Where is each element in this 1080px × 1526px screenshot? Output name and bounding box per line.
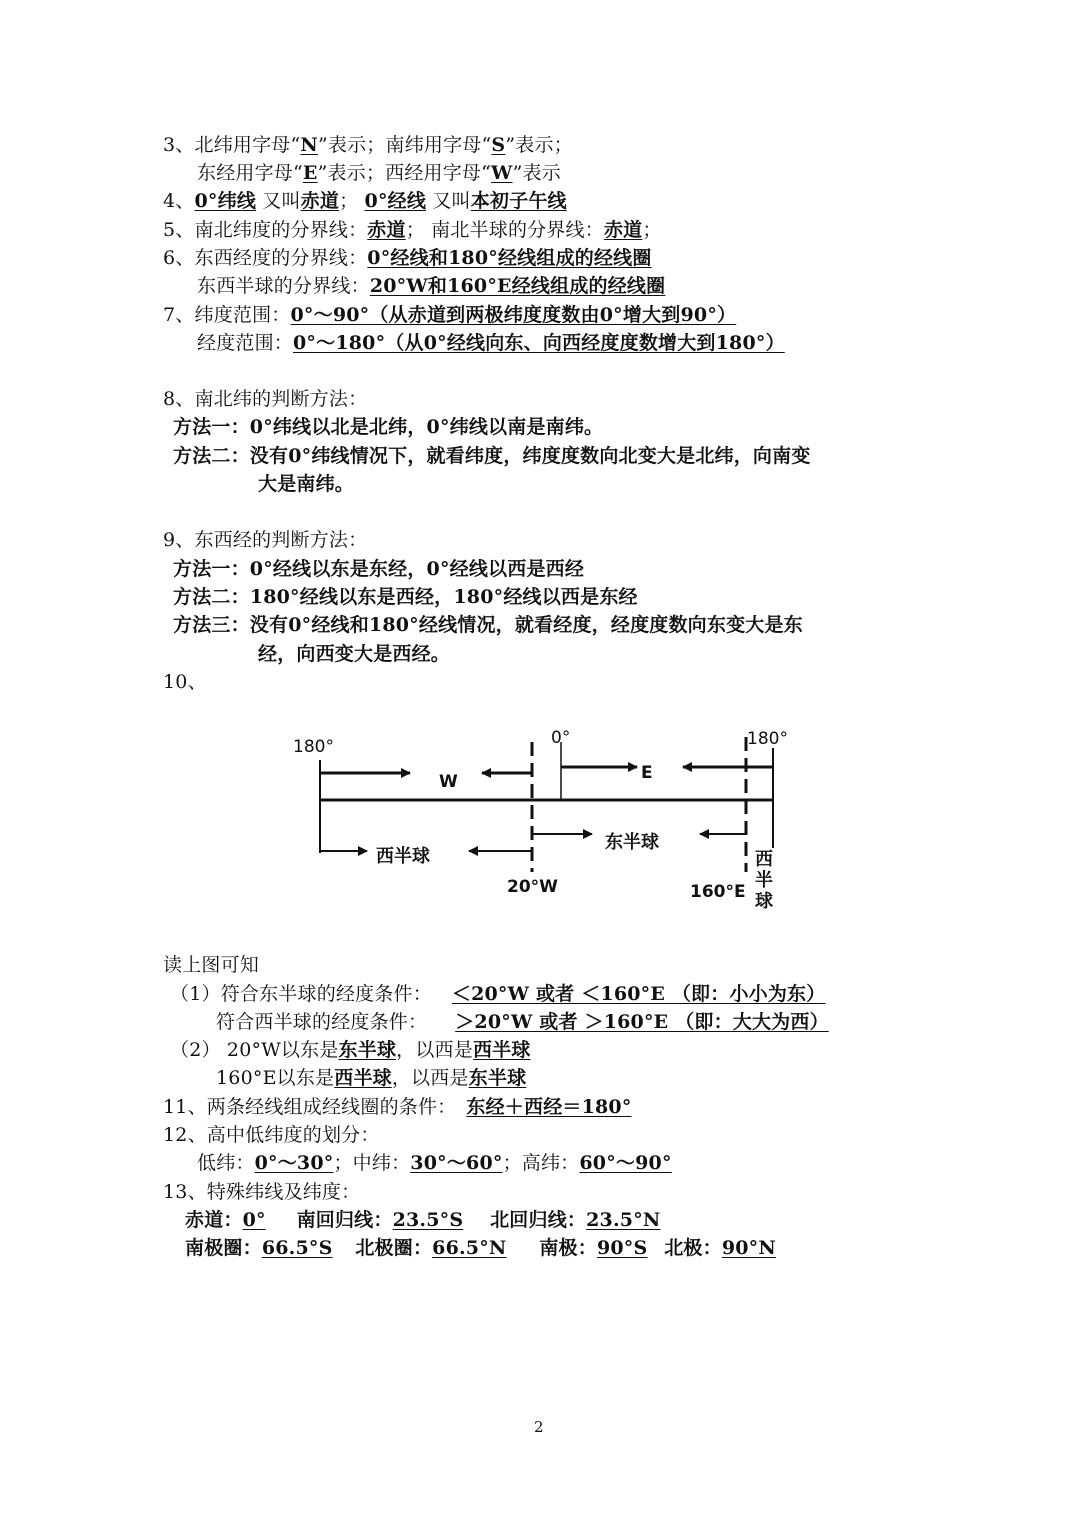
- line-6b: 东西半球的分界线：20°W和160°E经线组成的经线圈: [197, 275, 666, 297]
- line-12: 12、高中低纬度的划分：: [163, 1124, 380, 1146]
- line-10-heading: 10、: [163, 671, 207, 693]
- read-1a: （1）符合东半球的经度条件： ＜20°W 或者 ＜160°E （即：小小为东）: [170, 983, 826, 1005]
- line-9-method2: 方法二：180°经线以东是西经，180°经线以西是东经: [173, 586, 638, 608]
- line-6a: 6、东西经度的分界线：0°经线和180°经线组成的经线圈: [163, 247, 652, 269]
- line-7b: 经度范围：0°～180°（从0°经线向东、向西经度度数增大到180°）: [197, 332, 785, 354]
- label-180-left: 180°: [293, 737, 334, 757]
- line-4: 4、0°纬线 又叫赤道； 0°经线 又叫本初子午线: [163, 190, 567, 212]
- answer-e: E: [302, 162, 318, 184]
- label-20w: 20°W: [507, 877, 558, 897]
- page-number: 2: [534, 1418, 544, 1436]
- line-13: 13、特殊纬线及纬度：: [163, 1181, 361, 1203]
- line-3b: 东经用字母“E”表示；西经用字母“W”表示: [197, 162, 561, 184]
- line-3a: 3、北纬用字母“N”表示；南纬用字母“S”表示；: [163, 134, 573, 156]
- read-1b: 符合西半球的经度条件： ＞20°W 或者 ＞160°E （即：大大为西）: [216, 1011, 829, 1033]
- line-13a: 赤道：0° 南回归线：23.5°S 北回归线：23.5°N: [185, 1209, 661, 1231]
- label-west-vert-1: 西: [755, 849, 773, 870]
- line-12b: 低纬：0°～30°；中纬：30°～60°；高纬：60°～90°: [197, 1152, 672, 1174]
- label-east-hemisphere: 东半球: [605, 832, 659, 853]
- line-8-method2a: 方法二：没有0°纬线情况下，就看纬度，纬度度数向北变大是北纬，向南变: [173, 445, 811, 467]
- label-0: 0°: [551, 728, 571, 748]
- line-9-method3a: 方法三：没有0°经线和180°经线情况，就看经度，经度度数向东变大是东: [173, 614, 803, 636]
- line-9-heading: 9、东西经的判断方法：: [163, 529, 368, 551]
- label-west-hemisphere: 西半球: [376, 846, 430, 867]
- label-160e: 160°E: [690, 882, 746, 902]
- label-180-right: 180°: [747, 729, 788, 749]
- line-11: 11、两条经线组成经线圈的条件： 东经＋西经＝180°: [163, 1096, 632, 1118]
- answer-s: S: [491, 134, 506, 156]
- label-west-vert-3: 球: [755, 891, 773, 912]
- line-9-method3b: 经，向西变大是西经。: [258, 643, 451, 665]
- line-8-method2b: 大是南纬。: [258, 473, 355, 495]
- line-13b: 南极圈：66.5°S 北极圈：66.5°N 南极：90°S 北极：90°N: [185, 1237, 776, 1259]
- line-5: 5、南北纬度的分界线：赤道； 南北半球的分界线：赤道；: [163, 219, 662, 241]
- read-2b: 160°E以东是西半球，以西是东半球: [216, 1067, 527, 1089]
- label-west-vert-2: 半: [755, 870, 773, 891]
- label-e: E: [641, 763, 653, 783]
- answer-n: N: [300, 134, 318, 156]
- label-w: W: [439, 772, 458, 792]
- read-heading: 读上图可知: [163, 954, 260, 976]
- answer-w: W: [491, 162, 513, 184]
- line-8-heading: 8、南北纬的判断方法：: [163, 388, 368, 410]
- line-7a: 7、纬度范围：0°～90°（从赤道到两极纬度度数由0°增大到90°）: [163, 304, 737, 326]
- read-2a: （2） 20°W以东是东半球，以西是西半球: [170, 1039, 531, 1061]
- line-8-method1: 方法一：0°纬线以北是北纬，0°纬线以南是南纬。: [173, 416, 604, 438]
- line-9-method1: 方法一：0°经线以东是东经，0°经线以西是西经: [173, 558, 585, 580]
